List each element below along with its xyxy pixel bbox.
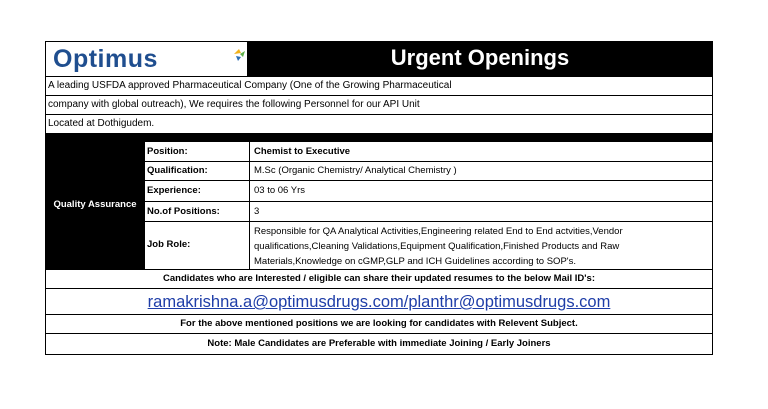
intro-line-2: company with global outreach), We requires the following Personnel for our API Unit xyxy=(48,99,420,110)
experience-value: 03 to 06 Yrs xyxy=(254,185,306,196)
position-label: Position: xyxy=(147,146,188,157)
logo-mark-icon xyxy=(232,48,246,62)
job-role-line-3: Materials,Knowledge on cGMP,GLP and ICH Guidelines according to SOP's. xyxy=(254,256,576,267)
qualification-value: M.Sc (Organic Chemistry/ Analytical Chemistry ) xyxy=(254,165,457,176)
experience-label: Experience: xyxy=(147,185,201,196)
position-value: Chemist to Executive xyxy=(254,146,351,157)
intro-line-3: Located at Dothigudem. xyxy=(48,118,155,129)
positions-value: 3 xyxy=(254,206,260,217)
divider-strip xyxy=(46,134,712,142)
department-cell xyxy=(46,142,144,269)
page-title: Urgent Openings xyxy=(390,45,570,70)
job-role-label: Job Role: xyxy=(147,239,191,250)
qualification-label: Qualification: xyxy=(147,165,208,176)
logo-text: Optimus xyxy=(53,45,158,73)
job-posting xyxy=(45,41,713,355)
share-instructions: Candidates who are Interested / eligible can share their updated resumes to the below Mail ID's: xyxy=(163,273,595,284)
job-role-value xyxy=(250,224,712,269)
subject-note: For the above mentioned positions we are looking for candidates with Relevent Subject. xyxy=(180,318,578,329)
logo xyxy=(46,42,248,76)
header xyxy=(46,42,712,76)
email-link[interactable]: ramakrishna.a@optimusdrugs.com/planthr@optimusdrugs.com xyxy=(147,293,611,311)
intro-line-1: A leading USFDA approved Pharmaceutical Company (One of the Growing Pharmaceutical xyxy=(48,80,452,91)
job-role-line-1: Responsible for QA Analytical Activities,Engineering related End to End actvities,Vendor xyxy=(254,226,623,237)
job-role-line-2: qualifications,Cleaning Validations,Equipment Qualification,Finished Products and Raw xyxy=(254,241,620,252)
title-banner xyxy=(248,42,712,76)
department-label: Quality Assurance xyxy=(53,199,137,210)
positions-label: No.of Positions: xyxy=(147,206,220,217)
joining-note: Note: Male Candidates are Preferable with immediate Joining / Early Joiners xyxy=(207,338,551,349)
